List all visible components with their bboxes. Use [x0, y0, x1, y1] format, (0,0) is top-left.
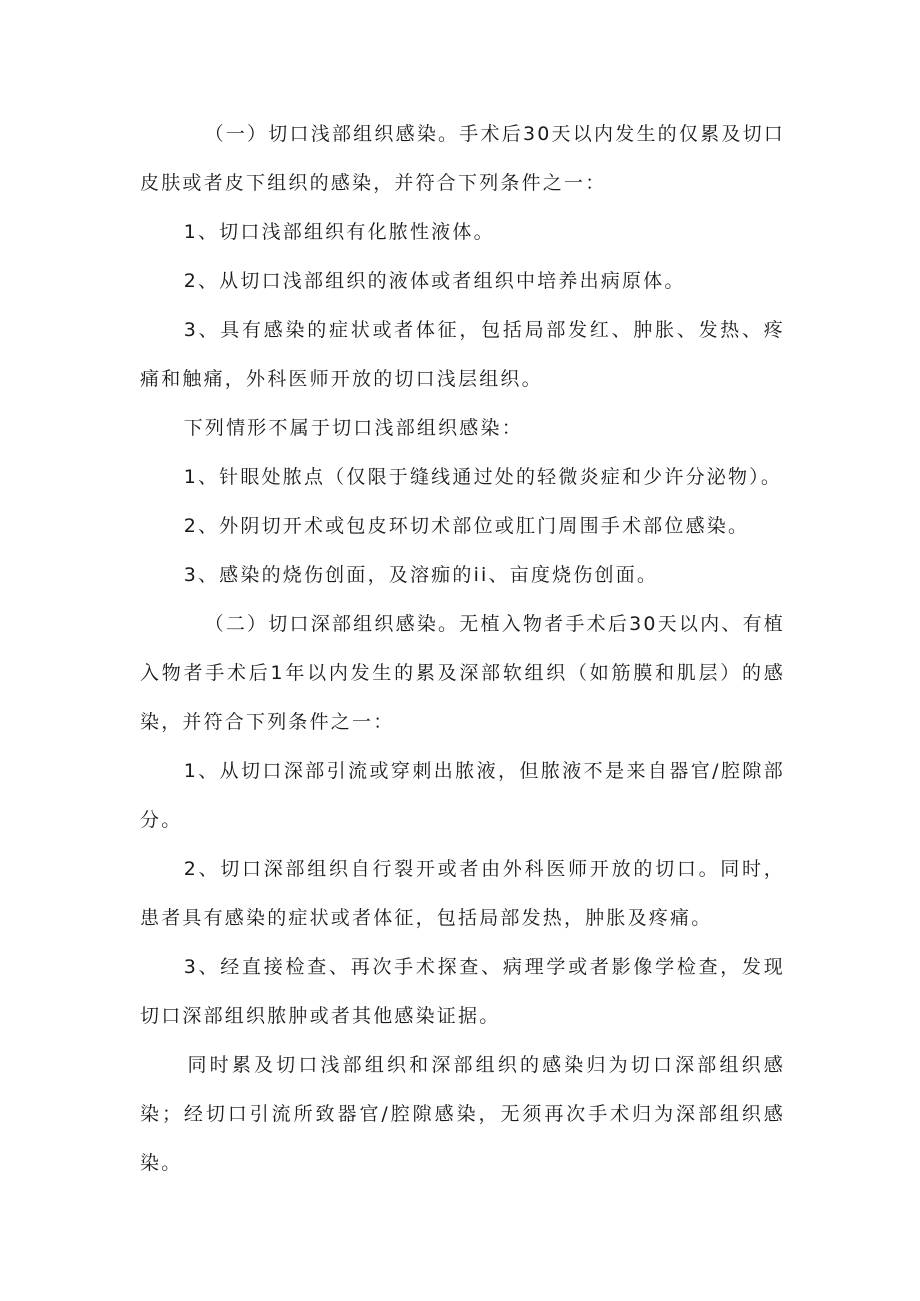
- section-1-heading: （一）切口浅部组织感染。手术后30天以内发生的仅累及切口皮肤或者皮下组织的感染，并符合下列条件之一：: [140, 123, 785, 194]
- list-item: 3、感染的烧伤创面，及溶痂的ii、亩度烧伤创面。: [183, 564, 659, 586]
- exclusion-intro: 下列情形不属于切口浅部组织感染：: [183, 417, 523, 439]
- list-item: 1、针眼处脓点（仅限于缝线通过处的轻微炎症和少许分泌物）。: [183, 466, 783, 488]
- document-body: [140, 110, 785, 1188]
- list-item: 3、经直接检查、再次手术探查、病理学或者影像学检查，发现切口深部组织脓肿或者其他感染证据。: [140, 956, 785, 1027]
- section-2-heading: （二）切口深部组织感染。无植入物者手术后30天以内、有植入物者手术后1年以内发生的累及深部软组织（如筋膜和肌层）的感染，并符合下列条件之一：: [140, 613, 785, 733]
- list-item: 2、从切口浅部组织的液体或者组织中培养出病原体。: [183, 270, 686, 292]
- list-item: 2、外阴切开术或包皮环切术部位或肛门周围手术部位感染。: [183, 515, 750, 537]
- list-item: 1、切口浅部组织有化脓性液体。: [183, 221, 495, 243]
- closing-note: 同时累及切口浅部组织和深部组织的感染归为切口深部组织感染；经切口引流所致器官/腔隙感染，无须再次手术归为深部组织感染。: [140, 1054, 785, 1174]
- list-item: 1、从切口深部引流或穿刺出脓液，但脓液不是来自器官/腔隙部分。: [140, 760, 785, 831]
- list-item: 2、切口深部组织自行裂开或者由外科医师开放的切口。同时，患者具有感染的症状或者体征，包括局部发热，肿胀及疼痛。: [140, 858, 785, 929]
- list-item: 3、具有感染的症状或者体征，包括局部发红、肿胀、发热、疼痛和触痛，外科医师开放的切口浅层组织。: [140, 319, 785, 390]
